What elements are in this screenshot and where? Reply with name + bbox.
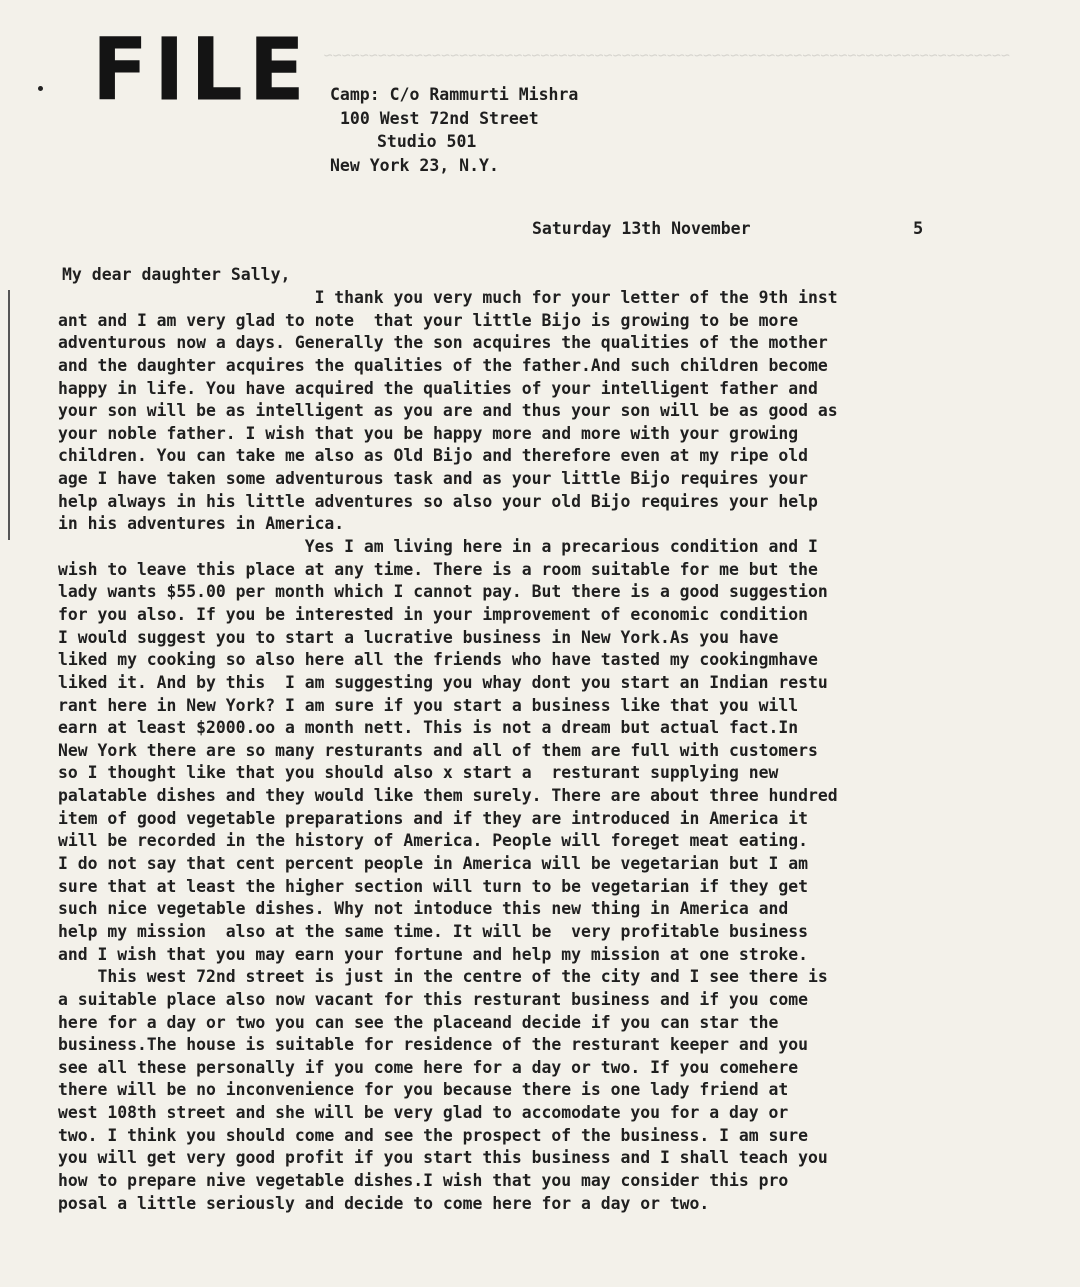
body-line: how to prepare nive vegetable dishes.I wish that you may consider this pro (58, 1170, 789, 1190)
body-line: ant and I am very glad to note that your little Bijo is growing to be more (58, 310, 799, 330)
body-line: your noble father. I wish that you be happy more and more with your growing (58, 423, 799, 443)
body-line: lady wants $55.00 per month which I cannot pay. But there is a good suggestion (58, 582, 828, 602)
body-line: and I wish that you may earn your fortune and help my mission at one stroke. (58, 944, 808, 964)
file-stamp: FILE (92, 20, 311, 121)
body-line: happy in life. You have acquired the qualities of your intelligent father and (58, 378, 818, 398)
body-line: I would suggest you to start a lucrative business in New York.As you have (58, 627, 779, 647)
body-line: sure that at least the higher section will turn to be vegetarian if they get (58, 876, 808, 896)
body-line: I thank you very much for your letter of the 9th inst (58, 288, 838, 307)
body-line: a suitable place also now vacant for this resturant business and if you come (58, 989, 808, 1009)
body-line: help always in his little adventures so also your old Bijo requires your help (58, 491, 818, 511)
body-line: see all these personally if you come here for a day or two. If you comehere (58, 1057, 799, 1077)
body-line: west 108th street and she will be very glad to accomodate you for a day or (58, 1103, 789, 1123)
body-line: two. I think you should come and see the prospect of the business. I am sure (58, 1125, 808, 1145)
letter-body (58, 287, 1033, 1215)
address-line: 100 West 72nd Street (340, 108, 539, 128)
body-line: and the daughter acquires the qualities of the father.And such children become (58, 355, 828, 375)
letter-date: Saturday 13th November (532, 219, 751, 238)
body-line: palatable dishes and they would like them surely. There are about three hundred (58, 786, 838, 806)
body-line: here for a day or two you can see the placeand decide if you can star the (58, 1012, 779, 1032)
body-line: age I have taken some adventurous task and as your little Bijo requires your (58, 469, 808, 489)
body-line: liked my cooking so also here all the friends who have tasted my cookingmhave (58, 650, 818, 670)
body-line: business.The house is suitable for residence of the resturant keeper and you (58, 1035, 808, 1055)
body-line: your son will be as intelligent as you are and thus your son will be as good as (58, 401, 838, 421)
body-line: I do not say that cent percent people in America will be vegetarian but I am (58, 854, 808, 874)
body-line: earn at least $2000.oo a month nett. This is not a dream but actual fact.In (58, 718, 799, 738)
page-number: 5 (913, 219, 924, 239)
ink-dot (38, 86, 43, 91)
salutation: My dear daughter Sally, (62, 265, 291, 284)
body-line: adventurous now a days. Generally the son acquires the qualities of the mother (58, 333, 828, 353)
body-line: rant here in New York? I am sure if you start a business like that you will (58, 695, 799, 715)
body-line: posal a little seriously and decide to come here for a day or two. (58, 1193, 710, 1213)
body-line: wish to leave this place at any time. There is a room suitable for me but the (58, 559, 818, 579)
body-line: Yes I am living here in a precarious condition and I (58, 537, 818, 557)
body-line: so I thought like that you should also x start a resturant supplying new (58, 763, 779, 783)
body-line: in his adventures in America. (58, 514, 345, 534)
address-line: Camp: C/o Rammurti Mishra (330, 85, 579, 104)
body-line: for you also. If you be interested in your improvement of economic condition (58, 604, 808, 624)
address-line: New York 23, N.Y. (330, 155, 499, 175)
body-line: such nice vegetable dishes. Why not intoduce this new thing in America and (58, 899, 789, 919)
body-line: children. You can take me also as Old Bijo and therefore even at my ripe old (58, 446, 808, 466)
body-line: item of good vegetable preparations and if they are introduced in America it (58, 808, 808, 828)
body-line: help my mission also at the same time. It will be very profitable business (58, 921, 808, 941)
address-line: Studio 501 (377, 132, 477, 151)
margin-rule (8, 290, 10, 540)
body-line: liked it. And by this I am suggesting you whay dont you start an Indian restu (58, 672, 828, 692)
body-line: you will get very good profit if you start this business and I shall teach you (58, 1148, 828, 1168)
body-line: there will be no inconvenience for you because there is one lady friend at (58, 1080, 789, 1100)
sender-address (330, 83, 578, 177)
body-line: New York there are so many resturants and all of them are full with customers (58, 740, 818, 760)
body-line: This west 72nd street is just in the centre of the city and I see there is (58, 967, 828, 987)
show-through-top: ~~~~~~~~~~~~~~~~~~~~~~~~~~~~~~~~~~~~~~~~~~~~~~~~~~~~~~~~~~~~~~~~~~~~~~~~~~~~ (323, 46, 1010, 64)
body-line: will be recorded in the history of America. People will foreget meat eating. (58, 831, 808, 851)
